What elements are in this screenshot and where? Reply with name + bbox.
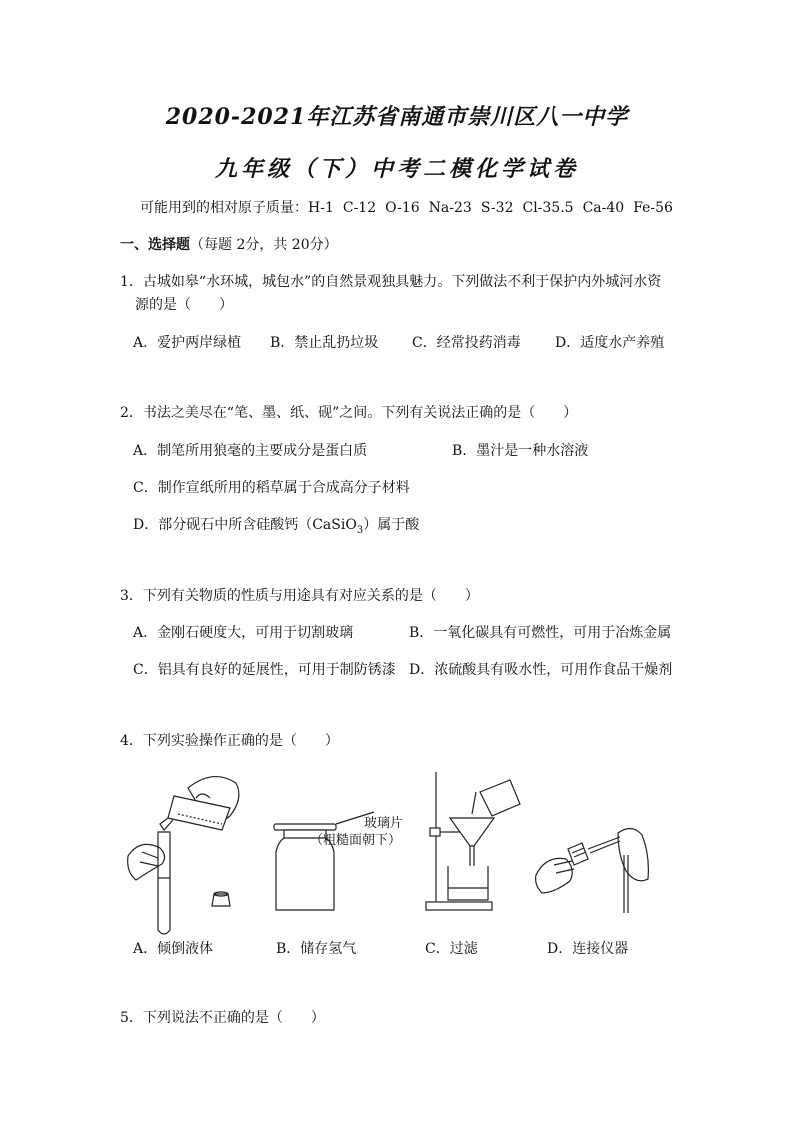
- q2-stem: 2．书法之美尽在“笔、墨、纸、砚”之间。下列有关说法正确的是（ ）: [120, 405, 578, 421]
- q1-option-a: A．爱护两岸绿植: [133, 335, 242, 351]
- q5-stem: 5．下列说法不正确的是（ ）: [120, 1010, 325, 1026]
- exam-title-line2: 九年级（下）中考二模化学试卷: [214, 156, 579, 182]
- q1-option-d: D．适度水产养殖: [555, 335, 665, 351]
- q2-option-d-subscript: 3: [356, 524, 364, 536]
- q2-option-a: A．制笔所用狼毫的主要成分是蛋白质: [133, 443, 368, 459]
- glass-plate-label: 玻璃片: [364, 816, 404, 831]
- q3-option-b: B．一氧化碳具有可燃性，可用于冶炼金属: [409, 625, 672, 641]
- figure-filtration: [424, 770, 524, 915]
- q1-option-b: B．禁止乱扔垃圾: [270, 335, 379, 351]
- q1-stem-line1: 1．古城如皋“水环城，城包水”的自然景观独具魅力。下列做法不利于保护内外城河水资: [120, 274, 662, 290]
- section-heading: [120, 236, 338, 254]
- q4-option-c: C．过滤: [425, 941, 478, 957]
- figure-pour-liquid: [118, 768, 258, 918]
- atom-s: S-32: [480, 200, 514, 216]
- q2-option-d-suffix: ）属于酸: [363, 517, 420, 533]
- q3-option-a: A．金刚石硬度大，可用于切割玻璃: [133, 625, 354, 641]
- atom-ca: Ca-40: [582, 200, 625, 216]
- atom-fe: Fe-56: [633, 200, 673, 216]
- atom-o: O-16: [385, 200, 420, 216]
- q1-stem-line2: 源的是（ ）: [135, 297, 233, 313]
- q3-option-d: D．浓硫酸具有吸水性，可用作食品干燥剂: [409, 662, 673, 678]
- q2-option-d: [133, 516, 419, 540]
- q4-option-d: D．连接仪器: [547, 941, 629, 957]
- atomic-masses: [140, 199, 682, 217]
- q4-option-a: A．倾倒液体: [133, 941, 214, 957]
- q3-option-c: C．铝具有良好的延展性，可用于制防锈漆: [133, 662, 396, 678]
- q4-option-b: B．储存氢气: [276, 941, 357, 957]
- section-title: 一、选择题: [120, 237, 190, 253]
- q4-stem: 4．下列实验操作正确的是（ ）: [120, 733, 339, 749]
- figure-connect-apparatus: [532, 815, 662, 915]
- atom-cl: Cl-35.5: [522, 200, 574, 216]
- glass-plate-note: （粗糙面朝下）: [310, 833, 402, 848]
- section-note: （每题 2分，共 20分）: [190, 237, 338, 253]
- exam-title-line1: 2020-2021年江苏省南通市崇川区八一中学: [165, 104, 629, 130]
- q2-option-d-prefix: D．部分砚石中所含硅酸钙（CaSiO: [133, 517, 357, 533]
- atomic-masses-label: 可能用到的相对原子质量：: [140, 200, 308, 216]
- q3-stem: 3．下列有关物质的性质与用途具有对应关系的是（ ）: [120, 588, 479, 604]
- atom-c: C-12: [342, 200, 377, 216]
- q1-option-c: C．经常投药消毒: [412, 335, 521, 351]
- q2-option-c: C．制作宣纸所用的稻草属于合成高分子材料: [133, 480, 410, 496]
- q2-option-b: B．墨汁是一种水溶液: [452, 443, 589, 459]
- atom-h: H-1: [308, 200, 334, 216]
- atom-na: Na-23: [428, 200, 472, 216]
